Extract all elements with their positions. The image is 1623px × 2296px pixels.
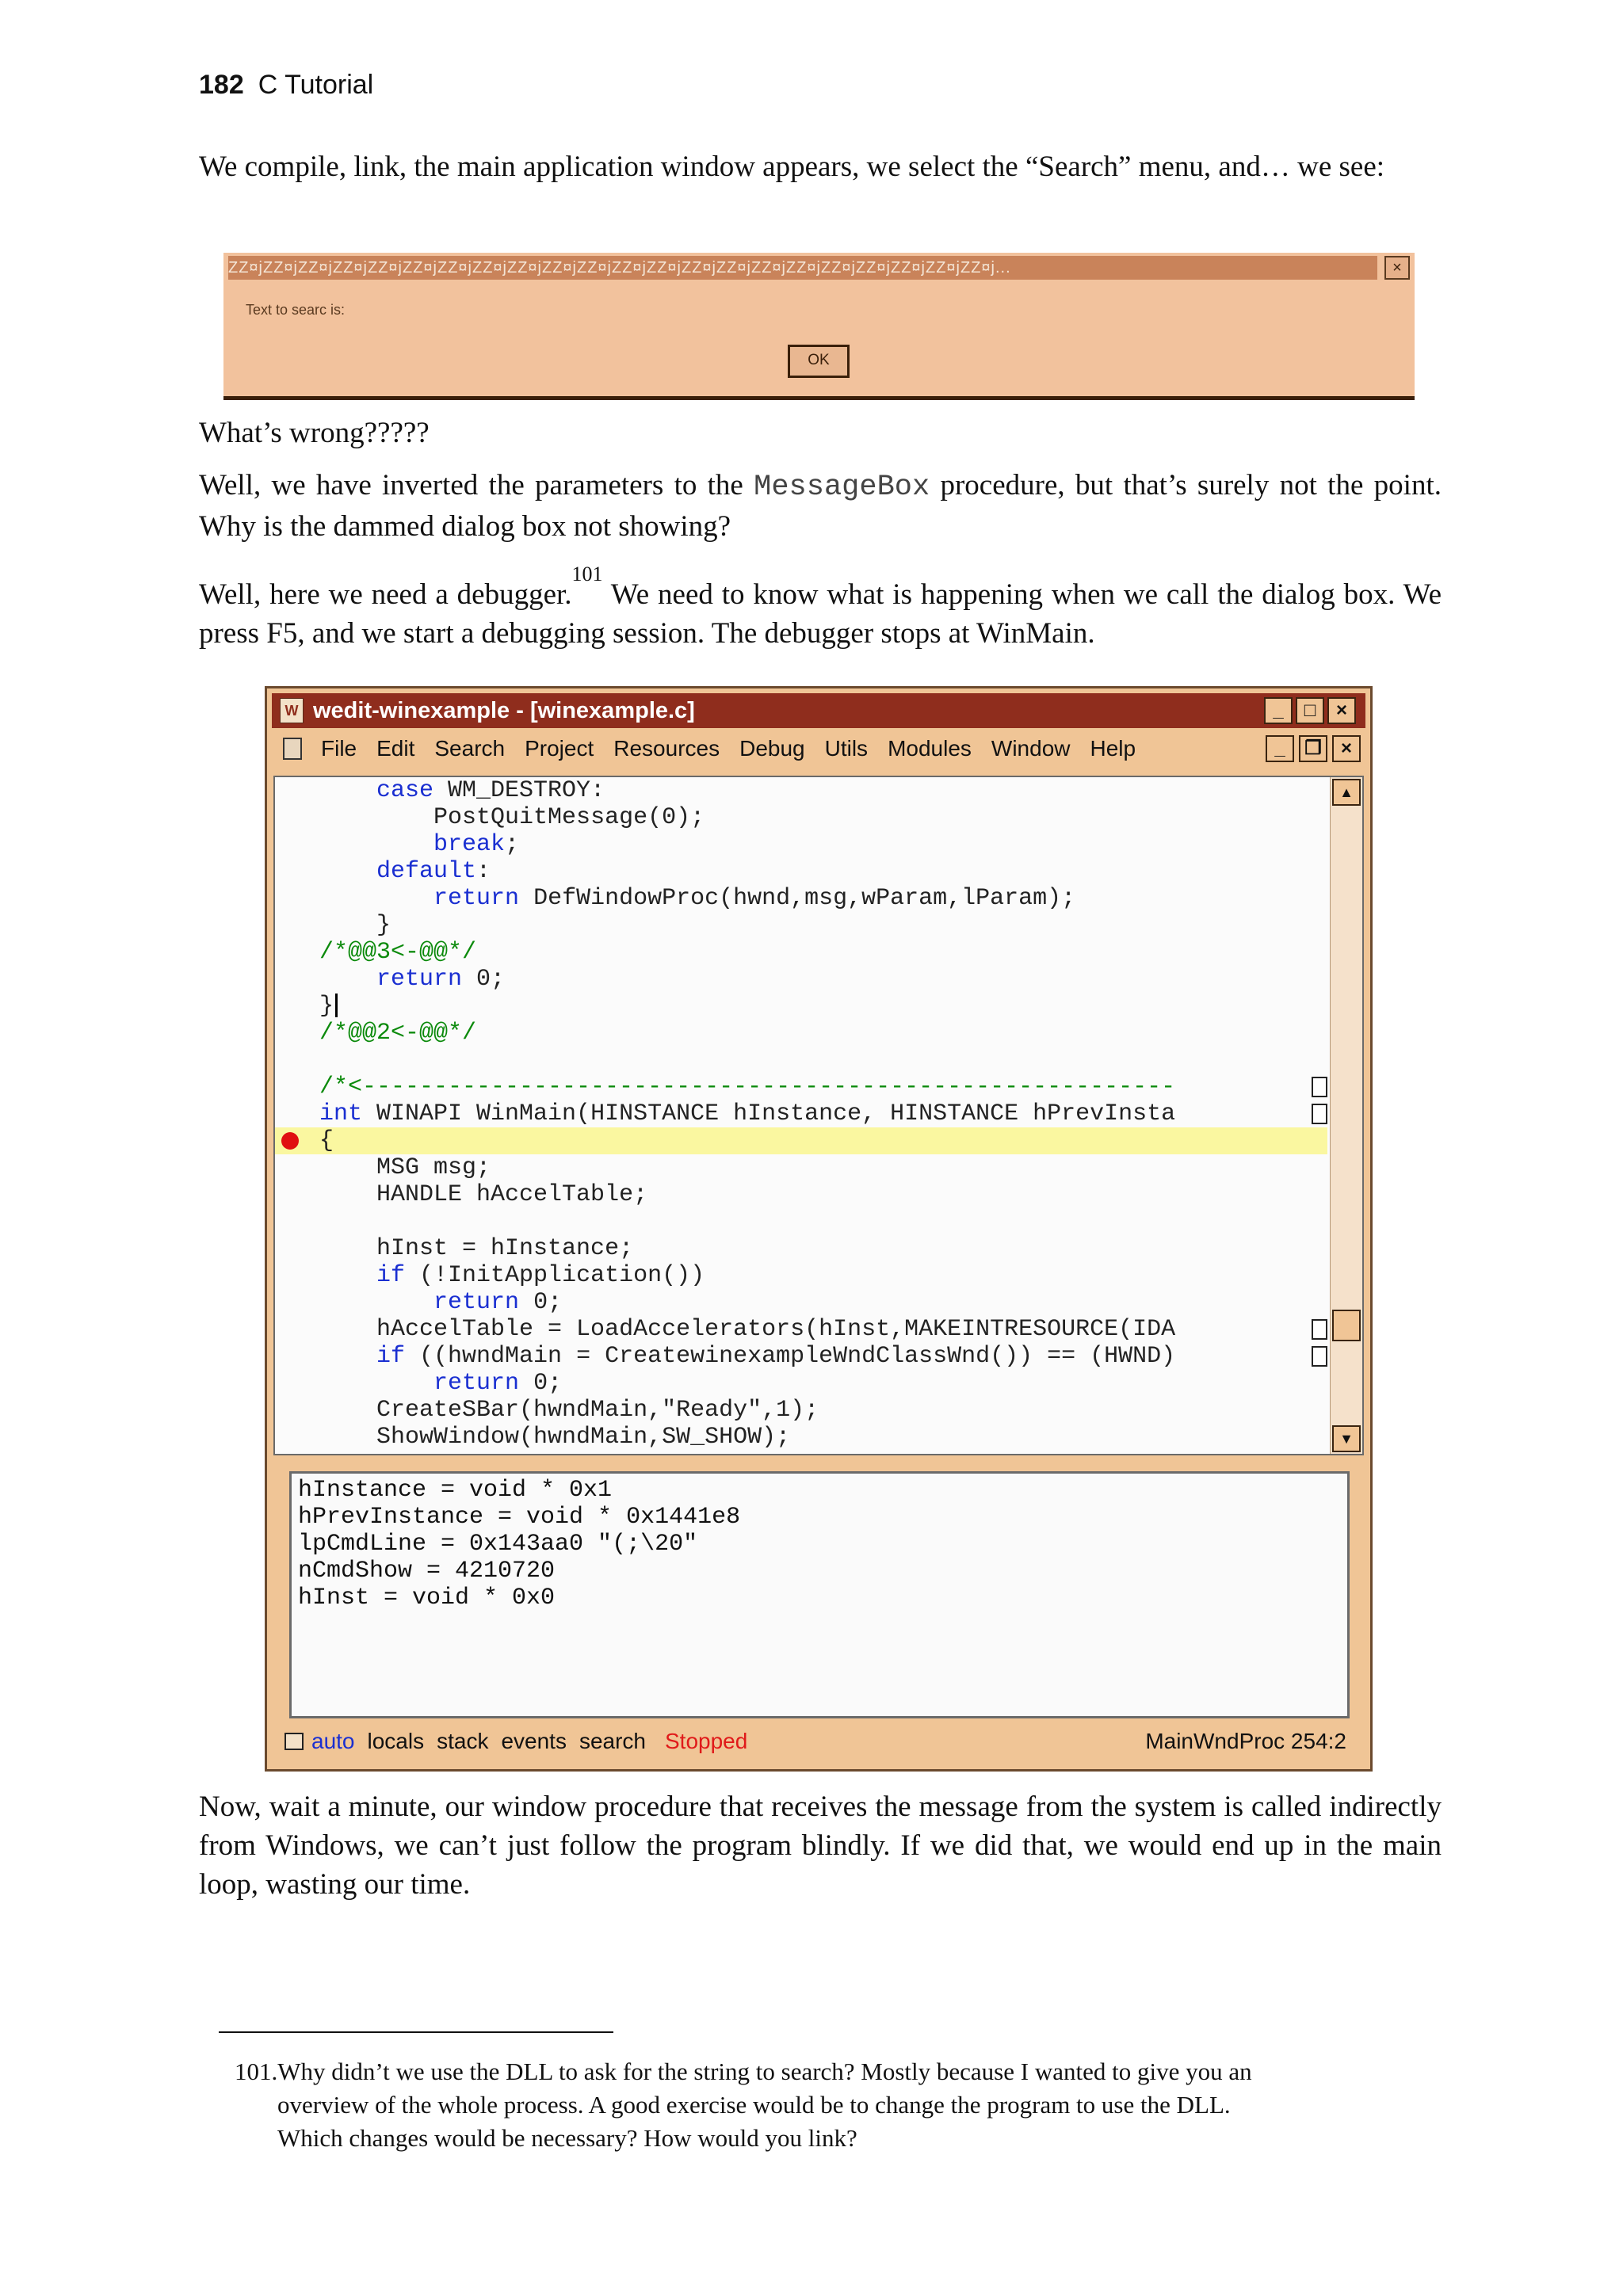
window-title: wedit-winexample - [winexample.c] [313, 698, 695, 723]
document-icon[interactable] [283, 738, 302, 760]
menu-edit[interactable]: Edit [376, 736, 415, 761]
code-comment: /*@@2<-@@*/ [319, 1020, 477, 1047]
mdi-minimize-icon[interactable]: _ [1266, 735, 1294, 762]
close-icon[interactable]: × [1327, 697, 1356, 724]
line-overflow-marker [1312, 1104, 1327, 1124]
variable-row[interactable]: hInstance = void * 0x1 [298, 1477, 613, 1504]
ide-window [265, 686, 1373, 1772]
menu-project[interactable]: Project [525, 736, 594, 761]
tab-locals[interactable]: locals [367, 1729, 425, 1753]
line-overflow-marker [1312, 1319, 1327, 1340]
line-overflow-marker [1312, 1346, 1327, 1367]
footnote-reference[interactable]: 101 [571, 563, 603, 585]
code-lines [275, 777, 1329, 1454]
code-line: CreateSBar(hwndMain,"Ready",1); [376, 1397, 819, 1424]
paragraph-text: We need to know what is happening when we call the dialog box. We press F5, and we start a debugging session. The debugger stops at WinMain. [199, 578, 1442, 650]
paragraph-text: Well, here we need a debugger. [199, 578, 572, 611]
current-location: MainWndProc 254:2 [1145, 1729, 1346, 1753]
menu-window[interactable]: Window [991, 736, 1071, 761]
code-line: if ((hwndMain = CreatewinexampleWndClassWnd()) == (HWND) [376, 1343, 1176, 1370]
code-comment: /*<--------------------------------------------------------- [319, 1074, 1176, 1100]
tab-search[interactable]: search [579, 1729, 646, 1753]
code-line: ShowWindow(hwndMain,SW_SHOW); [376, 1424, 791, 1451]
paragraph-whats-wrong: What’s wrong????? [199, 417, 430, 449]
title-bar [272, 693, 1365, 728]
variables-panel[interactable] [289, 1471, 1350, 1718]
text-caret [335, 994, 338, 1017]
mdi-restore-icon[interactable]: ❐ [1299, 735, 1327, 762]
code-line: int WINAPI WinMain(HINSTANCE hInstance, HINSTANCE hPrevInsta [319, 1100, 1176, 1127]
menu-search[interactable]: Search [434, 736, 506, 761]
code-line: { [319, 1127, 334, 1154]
message-box-screenshot [223, 253, 1415, 400]
menu-file[interactable]: File [321, 736, 357, 761]
app-icon[interactable]: W [280, 698, 304, 723]
message-box-close-icon[interactable]: × [1384, 256, 1410, 280]
footnote-line: overview of the whole process. A good exercise would be to change the program to use the DLL. [277, 2091, 1231, 2119]
line-overflow-marker [1312, 1077, 1327, 1097]
footnote [235, 2055, 1423, 2155]
message-box-ok-button[interactable]: OK [788, 345, 850, 378]
debug-state: Stopped [665, 1729, 748, 1753]
menu-debug[interactable]: Debug [739, 736, 805, 761]
menu-items [321, 731, 1155, 766]
code-line: default: [376, 858, 491, 885]
paragraph-window-procedure: Now, wait a minute, our window procedure that receives the message from the system is called indirectly from Windows, we can’t just follow the program blindly. If we did that, we would end up in the main loop, wasting our time. [199, 1791, 1442, 1901]
menu-resources[interactable]: Resources [613, 736, 720, 761]
page-header [199, 70, 373, 101]
menu-utils[interactable]: Utils [824, 736, 869, 761]
minimize-icon[interactable]: _ [1264, 697, 1293, 724]
paragraph-debugger [199, 563, 1442, 653]
code-line: return 0; [433, 1289, 563, 1316]
code-line: hInst = hInstance; [376, 1235, 634, 1262]
scroll-thumb[interactable] [1332, 1310, 1361, 1341]
mdi-controls [1261, 734, 1361, 762]
variable-row[interactable]: hInst = void * 0x0 [298, 1585, 556, 1611]
message-box-text: Text to searc is: [246, 302, 346, 318]
code-line: } [319, 993, 338, 1020]
code-line: break; [433, 831, 520, 858]
tab-auto[interactable]: auto [311, 1729, 355, 1753]
page-number: 182 [199, 70, 244, 100]
code-line: PostQuitMessage(0); [433, 804, 705, 831]
scroll-down-icon[interactable]: ▼ [1332, 1425, 1361, 1452]
code-line: HANDLE hAccelTable; [376, 1181, 648, 1208]
code-comment: /*@@3<-@@*/ [319, 939, 477, 966]
code-line: MSG msg; [376, 1154, 491, 1181]
paragraph-text: Well, we have inverted the parameters to the [199, 469, 754, 502]
inline-code: MessageBox [754, 471, 930, 504]
message-box-title: ZZ¤jZZ¤jZZ¤jZZ¤jZZ¤jZZ¤jZZ¤jZZ¤jZZ¤jZZ¤jZZ¤jZZ¤jZZ¤jZZ¤jZZ¤jZZ¤jZZ¤jZZ¤jZZ¤jZZ¤jZZ¤jZZ¤j... [228, 256, 1377, 280]
code-line: } [376, 912, 391, 939]
variable-row[interactable]: lpCmdLine = 0x143aa0 "(;\20" [298, 1531, 698, 1558]
maximize-icon[interactable]: □ [1296, 697, 1324, 724]
menu-bar [272, 731, 1365, 766]
code-editor[interactable] [273, 776, 1364, 1455]
code-line: case WM_DESTROY: [376, 777, 605, 804]
menu-help[interactable]: Help [1090, 736, 1136, 761]
code-line: if (!InitApplication()) [376, 1262, 705, 1289]
code-line: hAccelTable = LoadAccelerators(hInst,MAKEINTRESOURCE(IDA [376, 1316, 1176, 1343]
debug-status-bar [273, 1723, 1364, 1760]
scroll-up-icon[interactable]: ▲ [1332, 779, 1361, 806]
tab-events[interactable]: events [501, 1729, 567, 1753]
footnote-divider [219, 2031, 613, 2033]
variable-row[interactable]: hPrevInstance = void * 0x1441e8 [298, 1504, 741, 1531]
tab-stack[interactable]: stack [437, 1729, 489, 1753]
restore-window-icon[interactable] [285, 1733, 304, 1750]
menu-modules[interactable]: Modules [888, 736, 972, 761]
mdi-close-icon[interactable]: × [1332, 735, 1361, 762]
variable-row[interactable]: nCmdShow = 4210720 [298, 1558, 556, 1585]
code-line: return 0; [433, 1370, 563, 1397]
paragraph-inverted-params [199, 466, 1442, 546]
debug-tabs [311, 1723, 760, 1760]
paragraph-intro: We compile, link, the main application window appears, we select the “Search” menu, and… we see: [199, 151, 1385, 183]
code-line: return 0; [376, 966, 506, 993]
editor-scrollbar[interactable] [1330, 777, 1362, 1454]
footnote-line: 101.Why didn’t we use the DLL to ask for the string to search? Mostly because I wanted to give you an [235, 2058, 1252, 2085]
section-title: C Tutorial [258, 70, 374, 100]
paragraph-text: procedure, but that’s surely not the point. Why is the dammed dialog box not showing? [199, 469, 1442, 543]
code-line: return DefWindowProc(hwnd,msg,wParam,lParam); [433, 885, 1076, 912]
footnote-line: Which changes would be necessary? How would you link? [277, 2124, 857, 2152]
